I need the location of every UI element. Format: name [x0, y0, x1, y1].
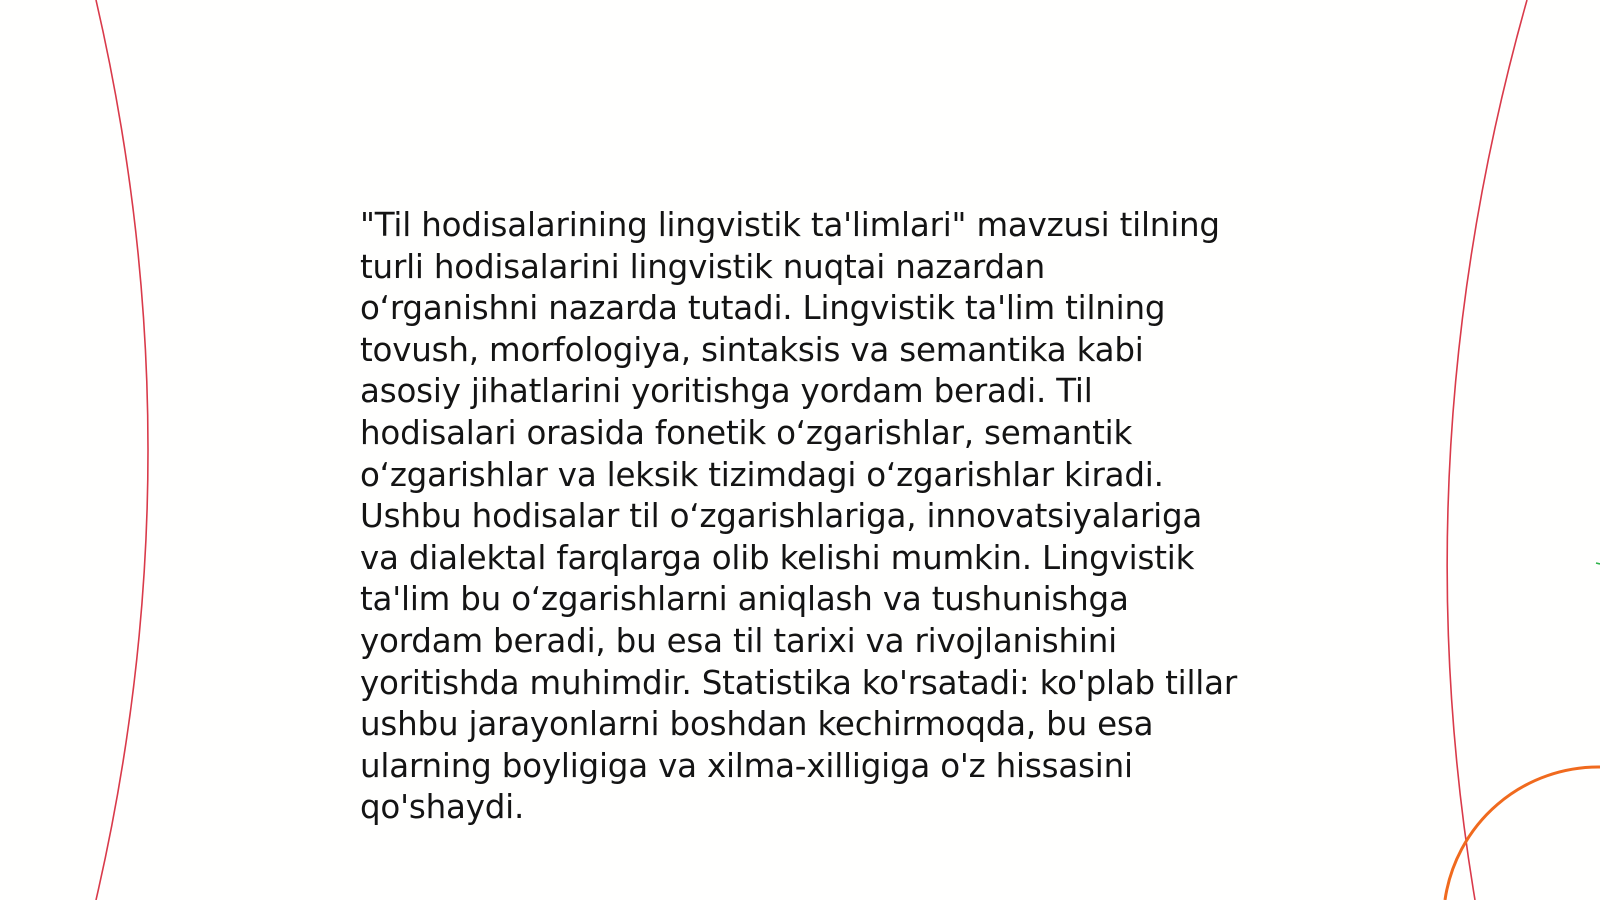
body-text-line: ta'lim bu o‘zgarishlarni aniqlash va tushunishga — [360, 580, 1129, 619]
body-text-line: ularning boyligiga va xilma-xilligiga o'z hissasini — [360, 746, 1133, 785]
body-text-line: asosiy jihatlarini yoritishga yordam beradi. Til — [360, 372, 1093, 411]
body-text-line: o‘zgarishlar va leksik tizimdagi o‘zgarishlar kiradi. — [360, 455, 1164, 494]
body-text-line: qo'shaydi. — [360, 788, 525, 827]
left-curve-decoration — [96, 0, 148, 900]
right-curve-decoration — [1447, 0, 1527, 900]
body-text-line: Ushbu hodisalar til o‘zgarishlariga, innovatsiyalariga — [360, 497, 1203, 536]
body-text-line: yordam beradi, bu esa til tarixi va rivojlanishini — [360, 621, 1117, 660]
body-text-line: yoritishda muhimdir. Statistika ko'rsatadi: ko'plab tillar — [360, 663, 1238, 702]
body-text-line: tovush, morfologiya, sintaksis va semantika kabi — [360, 330, 1144, 369]
green-tick-decoration — [1596, 563, 1600, 564]
orange-arc-decoration — [1445, 767, 1600, 900]
body-text-line: hodisalari orasida fonetik o‘zgarishlar, semantik — [360, 413, 1133, 452]
body-text-line: o‘rganishni nazarda tutadi. Lingvistik ta'lim tilning — [360, 289, 1166, 328]
body-text-line: va dialektal farqlarga olib kelishi mumkin. Lingvistik — [360, 538, 1195, 577]
body-text-line: ushbu jarayonlarni boshdan kechirmoqda, bu esa — [360, 705, 1154, 744]
body-text — [360, 205, 1260, 829]
body-text-line: "Til hodisalarining lingvistik ta'limlari" mavzusi tilning — [360, 206, 1220, 244]
body-text-line: turli hodisalarini lingvistik nuqtai nazardan — [360, 247, 1046, 286]
